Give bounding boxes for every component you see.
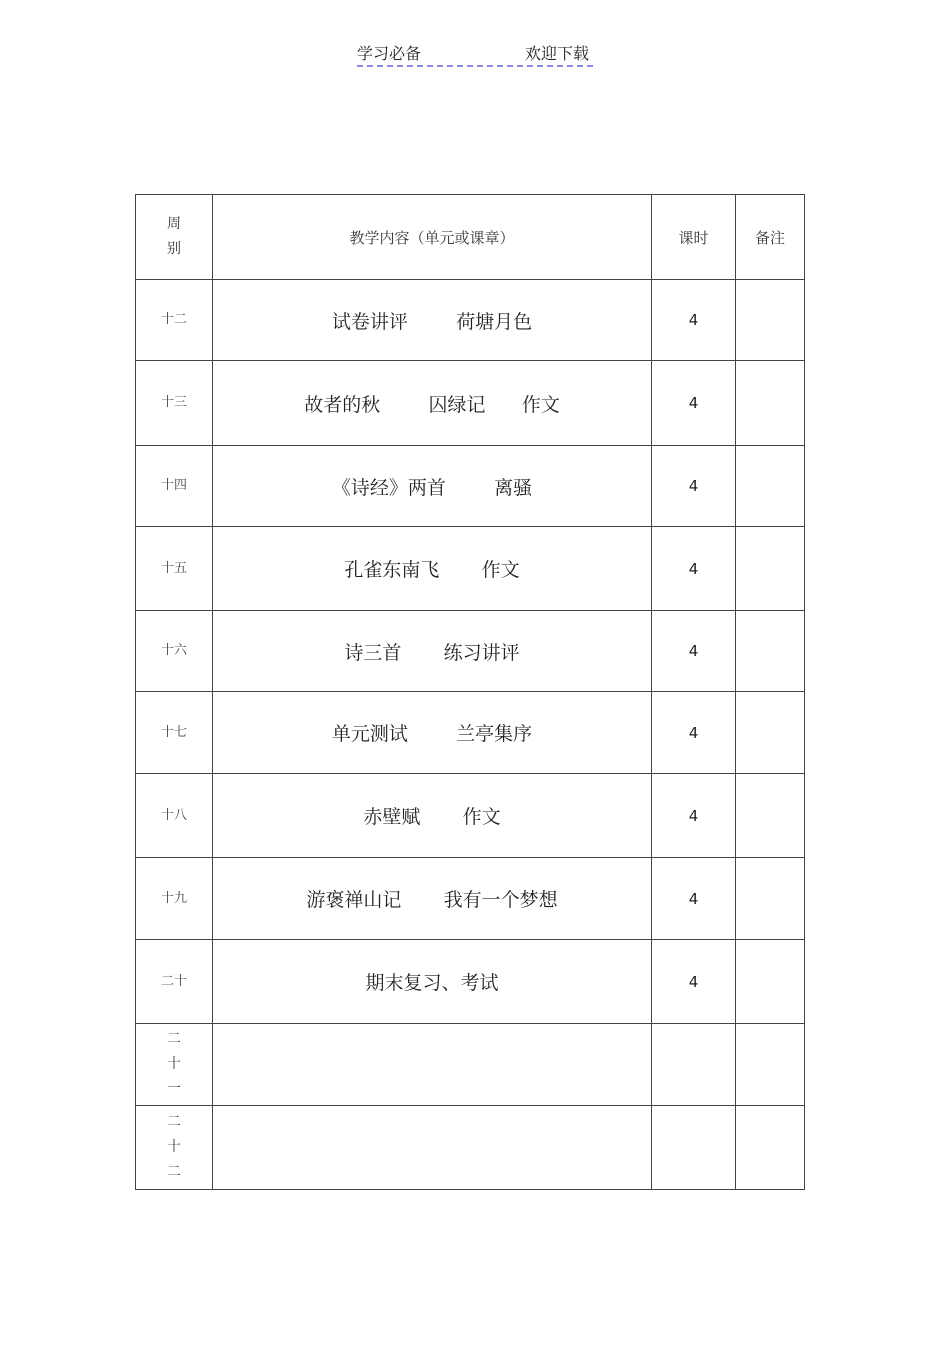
week-cell: 十四 [136,446,213,527]
table-row [136,692,805,774]
table-row [136,858,805,940]
hours-cell: 4 [652,446,736,527]
hours-cell: 4 [652,692,736,774]
notes-cell [736,1106,805,1190]
week-cell: 二十 [136,940,213,1024]
hours-cell: 4 [652,858,736,940]
week-cell [136,1106,213,1190]
content-cell: 故者的秋 囚绿记 作文 [213,361,652,446]
hours-cell: 4 [652,940,736,1024]
header-notes: 备注 [736,195,805,280]
hours-cell: 4 [652,361,736,446]
notes-cell [736,361,805,446]
table-header-row [136,195,805,280]
week-char: 十 [166,1056,181,1072]
hours-cell: 4 [652,527,736,611]
table-row [136,527,805,611]
notes-cell [736,1024,805,1106]
week-cell: 十八 [136,774,213,858]
hours-cell: 4 [652,611,736,692]
hours-cell [652,1106,736,1190]
hours-cell [652,1024,736,1106]
content-cell: 赤壁赋 作文 [213,774,652,858]
week-cell: 十七 [136,692,213,774]
notes-cell [736,446,805,527]
week-char: 二 [166,1114,181,1130]
notes-cell [736,940,805,1024]
header-right-text: 欢迎下载 [524,44,589,63]
table-row [136,1106,805,1190]
week-cell: 十六 [136,611,213,692]
notes-cell [736,858,805,940]
notes-cell [736,611,805,692]
table-row [136,361,805,446]
header-week-char: 别 [166,241,181,257]
week-cell [136,1024,213,1106]
notes-cell [736,774,805,858]
header-left-text: 学习必备 [357,44,422,63]
content-cell: 单元测试 兰亭集序 [213,692,652,774]
table-row [136,280,805,361]
content-cell [213,1106,652,1190]
header-content: 教学内容（单元或课章） [213,195,652,280]
week-cell: 十九 [136,858,213,940]
table-row [136,611,805,692]
header-week-char: 周 [166,216,181,232]
week-char: 二 [166,1031,181,1047]
week-char: 二 [166,1164,181,1180]
table-row [136,1024,805,1106]
content-cell: 孔雀东南飞 作文 [213,527,652,611]
week-char: 一 [166,1081,181,1097]
hours-cell: 4 [652,280,736,361]
content-cell: 诗三首 练习讲评 [213,611,652,692]
week-cell: 十三 [136,361,213,446]
week-cell: 十二 [136,280,213,361]
notes-cell [736,280,805,361]
week-char: 十 [166,1139,181,1155]
content-cell: 《诗经》两首 离骚 [213,446,652,527]
table-row [136,774,805,858]
week-cell: 十五 [136,527,213,611]
notes-cell [736,527,805,611]
schedule-table [135,194,805,1190]
header-hours: 课时 [652,195,736,280]
content-cell [213,1024,652,1106]
notes-cell [736,692,805,774]
content-cell: 游褒禅山记 我有一个梦想 [213,858,652,940]
content-cell: 期末复习、考试 [213,940,652,1024]
table-row [136,446,805,527]
content-cell: 试卷讲评 荷塘月色 [213,280,652,361]
page-header [357,41,593,67]
table-row [136,940,805,1024]
hours-cell: 4 [652,774,736,858]
header-week [136,195,213,280]
